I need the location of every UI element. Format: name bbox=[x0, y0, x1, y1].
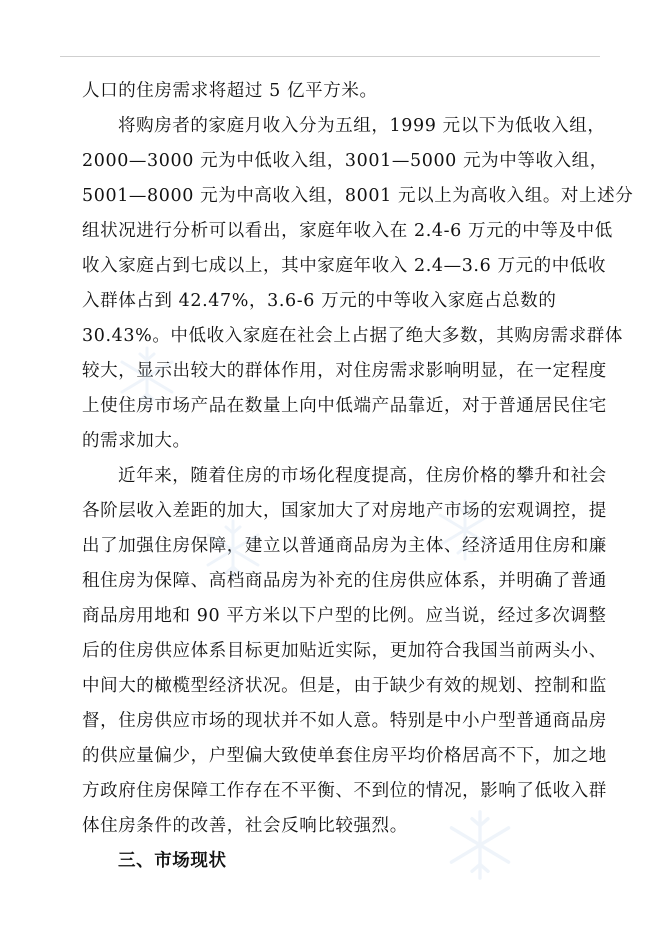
paragraph-3-line-2: 各阶层收入差距的加大，国家加大了对房地产市场的宏观调控，提 bbox=[82, 501, 607, 521]
paragraph-2-line-5: 收入家庭占到七成以上，其中家庭年收入 2.4—3.6 万元的中低收 bbox=[82, 256, 607, 276]
paragraph-3-line-4: 租住房为保障、高档商品房为补充的住房供应体系，并明确了普通 bbox=[82, 571, 607, 591]
paragraph-3-line-5: 商品房用地和 90 平方米以下户型的比例。应当说，经过多次调整 bbox=[82, 606, 607, 626]
paragraph-2-line-7: 30.43%。中低收入家庭在社会上占据了绝大多数，其购房需求群体 bbox=[82, 326, 623, 346]
paragraph-2-line-2: 2000—3000 元为中低收入组，3001—5000 元为中等收入组， bbox=[82, 151, 608, 171]
paragraph-2-line-3: 5001—8000 元为中高收入组，8001 元以上为高收入组。对上述分 bbox=[82, 186, 634, 206]
paragraph-3-line-8: 督，住房供应市场的现状并不如人意。特别是中小户型普通商品房 bbox=[82, 711, 607, 731]
section-heading: 三、市场现状 bbox=[118, 851, 227, 871]
paragraph-3-line-9: 的供应量偏少，户型偏大致使单套住房平均价格居高不下，加之地 bbox=[82, 746, 607, 766]
header-rule bbox=[60, 56, 600, 57]
paragraph-3-line-11: 体住房条件的改善，社会反响比较强烈。 bbox=[82, 816, 408, 836]
paragraph-3-line-7: 中间大的橄榄型经济状况。但是，由于缺少有效的规划、控制和监 bbox=[82, 676, 607, 696]
paragraph-3-line-10: 方政府住房保障工作存在不平衡、不到位的情况，影响了低收入群 bbox=[82, 781, 607, 801]
paragraph-3-line-1: 近年来，随着住房的市场化程度提高，住房价格的攀升和社会 bbox=[118, 466, 607, 486]
paragraph-2-line-8: 较大，显示出较大的群体作用，对住房需求影响明显，在一定程度 bbox=[82, 361, 607, 381]
paragraph-2-line-10: 的需求加大。 bbox=[82, 431, 191, 451]
snowflake-watermark-icon bbox=[112, 342, 182, 412]
paragraph-2-line-4: 组状况进行分析可以看出，家庭年收入在 2.4-6 万元的中等及中低 bbox=[82, 221, 613, 241]
snowflake-watermark-icon bbox=[198, 515, 268, 585]
paragraph-2-line-6: 入群体占到 42.47%，3.6-6 万元的中等收入家庭占总数的 bbox=[82, 291, 557, 311]
snowflake-watermark-icon bbox=[430, 495, 500, 565]
paragraph-2-line-9: 上使住房市场产品在数量上向中低端产品靠近，对于普通居民住宅 bbox=[82, 396, 607, 416]
paragraph-1-line-1: 人口的住房需求将超过 5 亿平方米。 bbox=[82, 81, 378, 101]
snowflake-watermark-icon bbox=[440, 805, 520, 885]
paragraph-3-line-6: 后的住房供应体系目标更加贴近实际，更加符合我国当前两头小、 bbox=[82, 641, 607, 661]
paragraph-3-line-3: 出了加强住房保障，建立以普通商品房为主体、经济适用住房和廉 bbox=[82, 536, 607, 556]
paragraph-2-line-1: 将购房者的家庭月收入分为五组，1999 元以下为低收入组， bbox=[118, 116, 606, 136]
